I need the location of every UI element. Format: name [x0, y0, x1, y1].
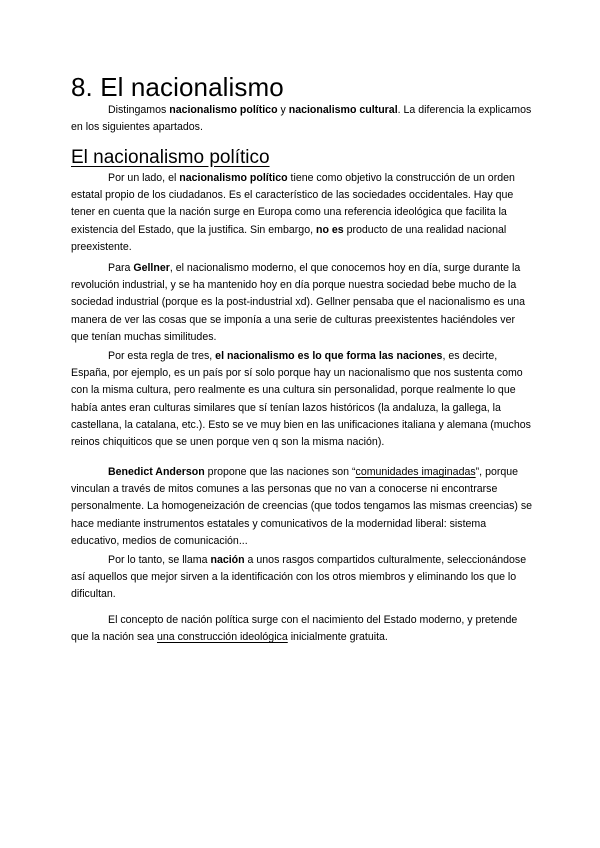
p5-text-2: a unos rasgos compartidos culturalmente, seleccionándose así aquellos que mejor sirven a la identificación con los otros miembros y eliminando los que lo dificultan.: [71, 554, 527, 601]
chapter-heading: 8. El nacionalismo: [71, 72, 284, 102]
p3-bold-1: el nacionalismo es lo que forma las naciones: [215, 350, 443, 362]
paragraph-1: [71, 170, 533, 256]
p1-bold-1: nacionalismo político: [179, 172, 288, 184]
paragraph-3: [71, 348, 533, 451]
p5-text-1: Por lo tanto, se llama: [108, 554, 211, 566]
intro-bold-1: nacionalismo político: [169, 104, 278, 116]
p2-text-1: Para: [108, 262, 134, 274]
p3-text-2: , es decirte, España, por ejemplo, es un país por sí solo porque hay un nacionalismo que nos sustenta como con la misma cultura, pero realmente es una cultura sin personalidad, porque realmente lo que había antes eran culturas similares que sí tenían lazos históricos (la andaluza, la gallega, la castellana, la catalana, etc.). Esto se ve muy bien en las unificaciones italiana y alemana (muchos reinos chiquiticos que se unen porque ven q son la misma nación).: [71, 350, 531, 449]
intro-bold-2: nacionalismo cultural: [288, 104, 398, 116]
p1-bold-2: no es: [315, 223, 344, 236]
p1-text-3: producto de una realidad nacional preexistente.: [71, 223, 507, 253]
p6-text-1: El concepto de nación política surge con el nacimiento del Estado moderno, y pretende que la nación sea: [71, 614, 518, 644]
p4-underline-1: comunidades imaginadas: [355, 466, 476, 478]
p4-text-1: propone que las naciones son “: [204, 466, 356, 478]
p1-text-1: Por un lado, el: [108, 172, 180, 184]
p4-bold-1: Benedict Anderson: [108, 466, 205, 478]
intro-text-1: Distingamos: [108, 104, 170, 116]
intro-text-2: y: [277, 104, 289, 116]
p4-text-2: ”, porque vinculan a través de mitos comunes a las personas que no van a conocerse ni encontrarse personalmente. La homogeneización de creencias (que todos tengamos las mismas creencias) se hace mediante instrumentos estatales y comunicativos de la modernidad liberal: sistema educativo, medios de comunicación...: [71, 466, 533, 547]
p5-bold-1: nación: [210, 554, 245, 566]
paragraph-2: [71, 260, 533, 346]
paragraph-6: [71, 612, 533, 646]
p2-text-2: , el nacionalismo moderno, el que conocemos hoy en día, surge durante la revolución industrial, y se ha mantenido hoy en día porque nuestra sociedad bebe mucho de la sociedad industrial (porque es la post-industrial xd). Gellner pensaba que el nacionalismo es una manera de ver las cosas que se imponía a una serie de culturas preexistentes haciéndoles ver que tenían muchas similitudes.: [71, 262, 526, 343]
p6-text-2: inicialmente gratuita.: [287, 631, 388, 644]
intro-paragraph: [71, 102, 533, 136]
p1-text-2: tiene como objetivo la construcción de un orden estatal propio de los ciudadanos. Es el característico de las sociedades occidentales. Hay que tener en cuenta que la nación surge en Europa como una referencia ideológica que facilita la existencia del Estado, que la justifica. Sin embargo,: [71, 172, 515, 236]
p2-bold-1: Gellner: [133, 262, 170, 274]
intro-text-3: . La diferencia la explicamos en los siguientes apartados.: [71, 104, 532, 134]
paragraph-4: [71, 464, 533, 550]
p6-underline-1: una construcción ideológica: [157, 631, 288, 644]
p3-text-1: Por esta regla de tres,: [108, 350, 216, 362]
paragraph-5: [71, 552, 533, 604]
section-heading: El nacionalismo político: [71, 147, 270, 168]
